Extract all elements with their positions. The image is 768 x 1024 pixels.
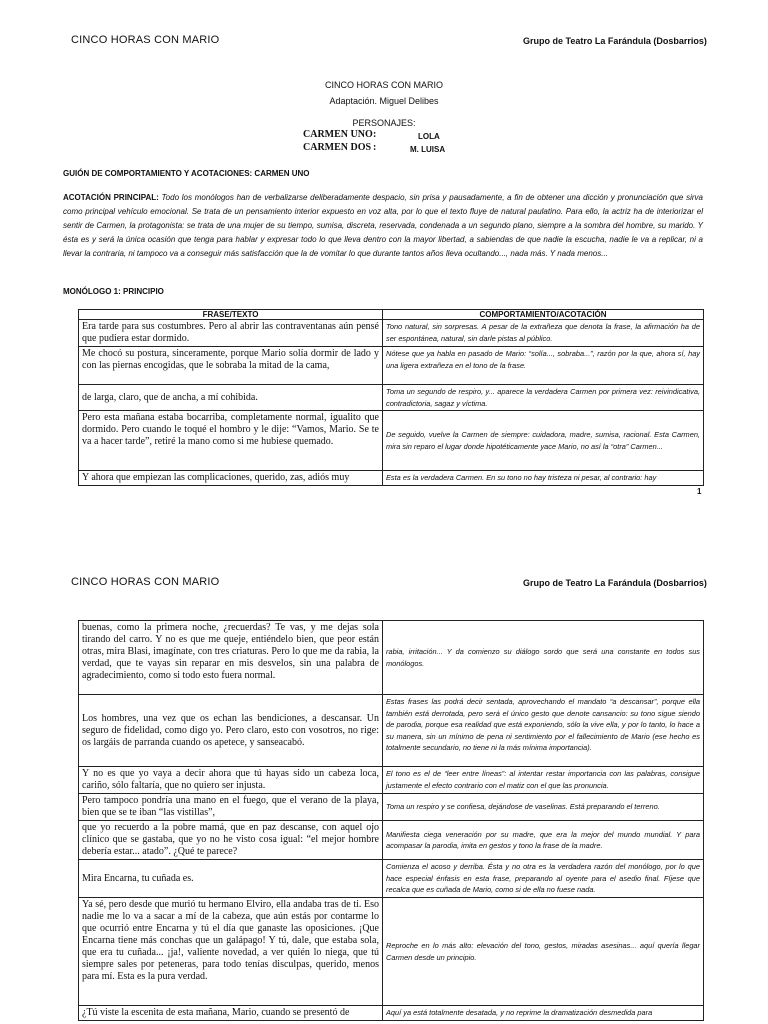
- column-header-frase: FRASE/TEXTO: [79, 310, 383, 320]
- frase-cell: Pero tampoco pondría una mano en el fuego, que el verano de la playa, bien que se te iban “las vistillas”,: [79, 794, 383, 821]
- table-row: [79, 411, 704, 471]
- table-row: [79, 347, 704, 385]
- frase-cell: Y no es que yo vaya a decir ahora que tú hayas sido un cabeza loca, cariño, sólo faltaría, que no quiero ser injusta.: [79, 767, 383, 794]
- table-row: [79, 1006, 704, 1021]
- page-number: 1: [697, 487, 702, 496]
- cast-actor: LOLA: [418, 132, 440, 141]
- doc-subtitle: Adaptación. Miguel Delibes: [329, 96, 439, 106]
- table-row: [79, 898, 704, 1006]
- frase-cell: Era tarde para sus costumbres. Pero al abrir las contraventanas aún pensé que pudiera estar dormido.: [79, 320, 383, 347]
- acotacion-text: Todo los monólogos han de verbalizarse deliberadamente despacio, sin prisa y pausadamente, a fin de obtener una dicción y pronunciación que sirva como principal vehículo emocional. Se trata de un pensamiento interior expuesto en voz alta, por lo que el texto fluye de natural paulatino. Para ello, la actriz ha de interiorizar el sentir de Carmen, la protagonista: se trata de una mujer de su tiempo, sumisa, discreta, reservada, condenada a un segundo plano, siempre a la sombra del hombre, su marido. Y ésta es y será la única ocasión que tenga para hablar y expresar todo lo que lleva dentro con la mayor libertad, a sabiendas de que nadie la escucha, nadie le va a replicar, ni a llevar la contraria, ni tampoco va a conseguir más satisfacción que la de vomitar lo que durante tantos años lleva ocultando..., nada más. Y nada menos...: [63, 193, 703, 258]
- frase-cell: Los hombres, una vez que os echan las bendiciones, a descansar. Un seguro de fidelidad, como digo yo. Pero claro, esto con vosotros, no rige: os largáis de parranda cuando os apetece, y sanseacabó.: [79, 695, 383, 767]
- acotacion-cell: Toma un respiro y se confiesa, dejándose de vaselinas. Está preparando el terreno.: [383, 794, 704, 821]
- table-header-row: [79, 310, 704, 320]
- cast-role: CARMEN UNO: [303, 129, 373, 140]
- acotacion-cell: Aquí ya está totalmente desatada, y no reprime la dramatización desmedida para: [383, 1006, 704, 1021]
- frase-cell: Y ahora que empiezan las complicaciones, querido, zas, adiós muy: [79, 471, 383, 486]
- cast-sep: :: [373, 129, 377, 140]
- column-header-acotacion: COMPORTAMIENTO/ACOTACIÓN: [383, 310, 704, 320]
- table-row: [79, 621, 704, 695]
- header-group: Grupo de Teatro La Farándula (Dosbarrios): [523, 36, 707, 46]
- frase-cell: ¿Tú viste la escenita de esta mañana, Mario, cuando se presentó de: [79, 1006, 383, 1021]
- acotacion-principal: [63, 191, 703, 261]
- header-group: Grupo de Teatro La Farándula (Dosbarrios): [523, 578, 707, 588]
- table-row: [79, 695, 704, 767]
- table-row: [79, 385, 704, 411]
- acotacion-label: ACOTACIÓN PRINCIPAL:: [63, 193, 159, 202]
- table-row: [79, 471, 704, 486]
- personajes-label: PERSONAJES:: [352, 118, 416, 128]
- acotacion-cell: De seguido, vuelve la Carmen de siempre: cuidadora, madre, sumisa, racional. Esta Carmen, mira sin reparo el lugar donde hipotéticamente yace Mario, no así la “otra” Carmen...: [383, 411, 704, 471]
- header-title: CINCO HORAS CON MARIO: [71, 576, 220, 588]
- frase-cell: que yo recuerdo a la pobre mamá, que en paz descanse, con aquel ojo clínico que se gastaba, que yo no he visto cosa igual: “el mejor hombre debería estar... atado”. ¿Qué te parece?: [79, 821, 383, 860]
- acotacion-cell: Manifiesta ciega veneración por su madre, que era la mejor del mundo mundial. Y para acompasar la parodia, imita en gestos y tono la frase de la madre.: [383, 821, 704, 860]
- guion-heading: GUIÓN DE COMPORTAMIENTO Y ACOTACIONES: CARMEN UNO: [63, 169, 310, 178]
- table-row: [79, 320, 704, 347]
- frase-cell: Me chocó su postura, sinceramente, porque Mario solía dormir de lado y con las piernas encogidas, que le sobraba la mitad de la cama,: [79, 347, 383, 385]
- acotacion-cell: Estas frases las podrá decir sentada, aprovechando el mandato “a descansar”, porque ella también está derrotada, pero será el único gesto que denote cansancio: su tono sigue siendo de parodia, porque esa realidad que está exponiendo, sólo la vive ella, y por lo tanto, lo hace a su manera, sin un mínimo de pena ni sentimiento por el fallecimiento de Mario (ese hecho es totalmente secundario, no tiene ni la más mínima importancia).: [383, 695, 704, 767]
- monologo-table-page1: [78, 309, 704, 486]
- cast-sep: :: [373, 142, 377, 153]
- acotacion-cell: Nótese que ya habla en pasado de Mario: “solía..., sobraba...”, razón por la que, ahora sí, hay una ligera extrañeza en el tono de la frase.: [383, 347, 704, 385]
- cast-role: CARMEN DOS: [303, 142, 372, 153]
- acotacion-cell: Toma un segundo de respiro, y... aparece la verdadera Carmen por primera vez: reivindicativa, contradictoria, sagaz y víctima.: [383, 385, 704, 411]
- acotacion-cell: Comienza el acoso y derriba. Ésta y no otra es la verdadera razón del monólogo, por lo que hace especial énfasis en esta frase, preparando al oyente para el asedio final. Fíjese que recalca que es cuñada de Mario, como si de ella no fuese nada.: [383, 860, 704, 898]
- frase-cell: Pero esta mañana estaba bocarriba, completamente normal, igualito que dormido. Pero cuando le toqué el hombro y le dije: “Vamos, Mario. Se te va a hacer tarde”, retiré la mano como si me hubiese quemado.: [79, 411, 383, 471]
- monologo-table-page2: [78, 620, 704, 1021]
- acotacion-cell: Tono natural, sin sorpresas. A pesar de la extrañeza que denota la frase, la afirmación ha de ser espontánea, natural, sin darle pistas al público.: [383, 320, 704, 347]
- cast-actor: M. LUISA: [410, 145, 446, 154]
- acotacion-cell: Esta es la verdadera Carmen. En su tono no hay tristeza ni pesar, al contrario: hay: [383, 471, 704, 486]
- frase-cell: Mira Encarna, tu cuñada es.: [79, 860, 383, 898]
- frase-cell: buenas, como la primera noche, ¿recuerdas? Te vas, y me dejas sola tirando del carro. Y no es que me queje, entiéndelo bien, que peor están otras, mira Blasi, imagínate, con tres criaturas. Pero lo que me da rabia, la verdad, que te vayas sin reparar en mis desvelos, sin una palabra de agradecimiento, como si todo esto fuera normal.: [79, 621, 383, 695]
- acotacion-cell: rabia, irritación... Y da comienzo su diálogo sordo que será una constante en todos sus monólogos.: [383, 621, 704, 695]
- header-title: CINCO HORAS CON MARIO: [71, 34, 220, 46]
- doc-title: CINCO HORAS CON MARIO: [324, 80, 443, 90]
- table-row: [79, 821, 704, 860]
- acotacion-cell: Reproche en lo más alto: elevación del tono, gestos, miradas asesinas... aquí quería llegar Carmen desde un principio.: [383, 898, 704, 1006]
- frase-cell: de larga, claro, que de ancha, a mí cohibida.: [79, 385, 383, 411]
- acotacion-cell: El tono es el de “leer entre líneas”: al intentar restar importancia con las palabras, consigue justamente el efecto contrario con el matiz con el que las pronuncia.: [383, 767, 704, 794]
- table-row: [79, 860, 704, 898]
- table-row: [79, 767, 704, 794]
- monologo-heading: MONÓLOGO 1: PRINCIPIO: [63, 287, 164, 296]
- table-row: [79, 794, 704, 821]
- frase-cell: Ya sé, pero desde que murió tu hermano Elviro, ella andaba tras de ti. Eso nadie me lo va a sacar a mí de la cabeza, que aún estás por contarme lo que ocurrió entre Encarna y tú el día que ganaste las oposiciones. ¡Que Encarna tiene más conchas que un galápago! Y tú, dale, que estaba sola, que era tu cuñada... ¡ja!, valiente novedad, a ver quién lo niega, que tú siempre sales por peteneras, para todo tenías disculpas, querido, menos para mí. Esta es la pura verdad.: [79, 898, 383, 1006]
